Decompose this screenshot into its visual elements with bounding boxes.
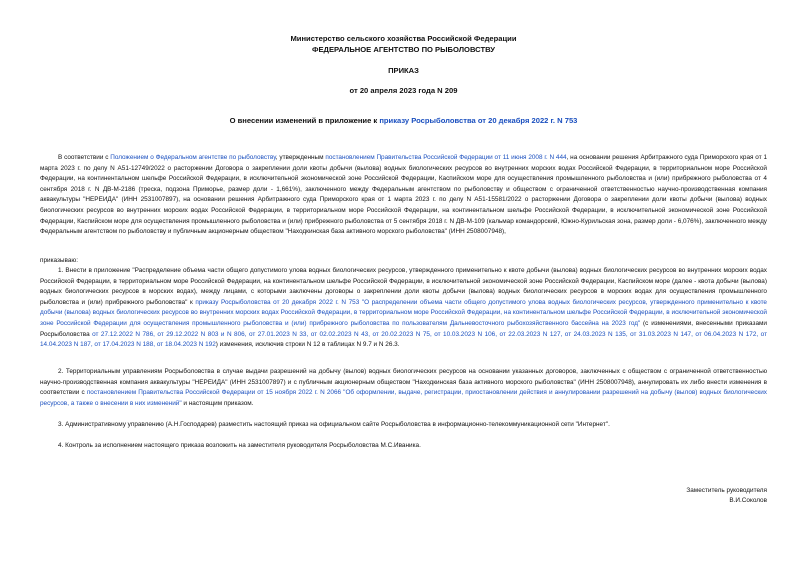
document-title — [0, 116, 807, 125]
order-753-link[interactable]: приказу Росрыболовства от 20 декабря 2022 г. N 753 "О распределении объема части общего допустимого улова водных биологических ресурсов, утвержденного применительно к квоте добычи (вылова) водных биологических ресурсов во внутренних морских водах Российской Федерации, в территориальном море Российской Федерации, на континентальном шельфе Российской Федерации, в исключительной экономической зоне Российской Федерации для осуществления промышленного рыболовства и (или) прибрежного рыболовства по пользователям Дальневосточного рыбохозяйственного бассейна на 2023 год" — [40, 298, 767, 327]
item-2-text-1: 2. Территориальным управлениям Росрыболовства в случае выдачи разрешений на добычу (вылов) водных биологических ресурсов на основании указанных договоров, заключенных с обществом с ограниченной ответственностью научно-производственная компания аквакультуры "НЕРЕИДА" (ИНН 2531007897) и с публичным акционерным обществом "Находкинская база активного морского рыболовства" (ИНН 2508007948), аннулировать их либо внести изменения в соответствии с — [40, 368, 767, 397]
government-decree-link[interactable]: постановлением Правительства Российской Федерации от 11 июня 2008 г. N 444 — [325, 154, 567, 161]
signatory-name: В.И.Соколов — [729, 497, 767, 504]
signature-block — [686, 486, 767, 506]
preamble-paragraph — [40, 153, 767, 238]
preamble-text-2: , утвержденным — [275, 154, 326, 161]
item-1-text-3: ) изменения, исключив строки N 12 в таблицах N 9.7 и N 26.3. — [215, 341, 400, 349]
preamble-text-1: В соответствии с — [58, 154, 111, 161]
item-1-paragraph — [40, 266, 767, 351]
item-4-paragraph: 4. Контроль за исполнением настоящего приказа возложить на заместителя руководителя Росрыболовства М.С.Иваника. — [58, 442, 421, 449]
item-2-text-2: и настоящим приказом. — [181, 399, 254, 407]
item-1-text-2: (с изменениями, внесенными приказами Росрыболовства — [40, 319, 767, 338]
signatory-position: Заместитель руководителя — [686, 487, 767, 494]
item-2-paragraph — [40, 367, 767, 409]
ministry-name: Министерство сельского хозяйства Российской Федерации — [290, 34, 517, 43]
document-type: ПРИКАЗ — [388, 66, 419, 75]
amendment-orders-links[interactable]: от 27.12.2022 N 786, от 29.12.2022 N 803 и N 806, от 27.01.2023 N 33, от 02.02.2023 N 43, от 20.02.2023 N 75, от 10.03.2023 N 106, от 22.03.2023 N 127, от 24.03.2023 N 135, от 31.03.2023 N 147, от 06.04.2023 N 172, от 14.04.2023 N 187, от 17.04.2023 N 188, от 18.04.2023 N 192 — [40, 330, 767, 349]
orders-word: приказываю: — [40, 257, 78, 264]
regulation-link[interactable]: Положением о Федеральном агентстве по рыболовству — [110, 154, 276, 161]
item-3-paragraph: 3. Административному управлению (А.Н.Господарев) разместить настоящий приказ на официальном сайте Росрыболовства в информационно-телекоммуникационной сети "Интернет". — [58, 421, 610, 428]
preamble-text-3: , на основании решения Арбитражного суда Приморского края от 1 марта 2023 г. по делу N А51-12749/2022 о расторжении Договора о закреплении доли квоты добычи (вылова) водных биологических ресурсов во внутренних морских водах Российской Федерации, в территориальном море Российской Федерации, на континентальном шельфе Российской Федерации, в исключительной экономической зоне Российской Федерации, Каспийском море для осуществления промышленного рыболовства и (или) прибрежного рыболовства от 4 сентября 2018 г. N ДВ-М-2186 (треска, подзона Приморье, размер доли - 1,661%), заключенного между Федеральным агентством по рыболовству и обществом с ограниченной ответственностью научно-производственная компания аквакультуры "НЕРЕИДА" (ИНН 2531007897), на основании решения Арбитражного суда Приморского края от 1 марта 2023 г. по делу N А51-15581/2022 о расторжении Договора о закреплении доли квоты добычи (вылова) водных биологических ресурсов во внутренних морских водах Российской Федерации, в территориальном море Российской Федерации, на континентальном шельфе Российской Федерации, в исключительной экономической зоне Российской Федерации, Каспийском море для осуществления промышленного рыболовства и (или) прибрежного рыболовства от 5 сентября 2018 г. N ДВ-М-109 (кальмар командорский, Южно-Курильская зона, размер доли - 6,076%), заключенного между Федеральным агентством по рыболовству и публичным акционерным обществом "Находкинская база активного морского рыболовства" (ИНН 2508007948), — [40, 154, 768, 236]
title-order-link[interactable]: приказу Росрыболовства от 20 декабря 2022 г. N 753 — [379, 116, 578, 125]
document-date-number: от 20 апреля 2023 года N 209 — [349, 86, 458, 95]
decree-2066-link[interactable]: постановлением Правительства Российской Федерации от 15 ноября 2022 г. N 2066 "Об оформлении, выдаче, регистрации, приостановлении действия и аннулировании разрешений на добычу (вылов) водных биологических ресурсов, а также о внесении в них изменений" — [40, 389, 767, 407]
title-text: О внесении изменений в приложение к — [229, 116, 380, 125]
agency-name: ФЕДЕРАЛЬНОЕ АГЕНТСТВО ПО РЫБОЛОВСТВУ — [312, 45, 495, 54]
item-1-text-1: 1. Внести в приложение "Распределение объема части общего допустимого улова водных биологических ресурсов, утвержденного применительно к квоте добычи (вылова) водных биологических ресурсов во внутренних морских водах Российской Федерации, в территориальном море Российской Федерации, на континентальном шельфе Российской Федерации, в исключительной экономической зоне Российской Федерации, Каспийском море (далее - квота добычи (вылова) водных биологических ресурсов в морских водах), между лицами, с которыми заключены договоры о закреплении доли квоты добычи (вылова) водных биологических ресурсов в морских водах для осуществления промышленного рыболовства и (или) прибрежного рыболовства" к — [40, 267, 767, 306]
